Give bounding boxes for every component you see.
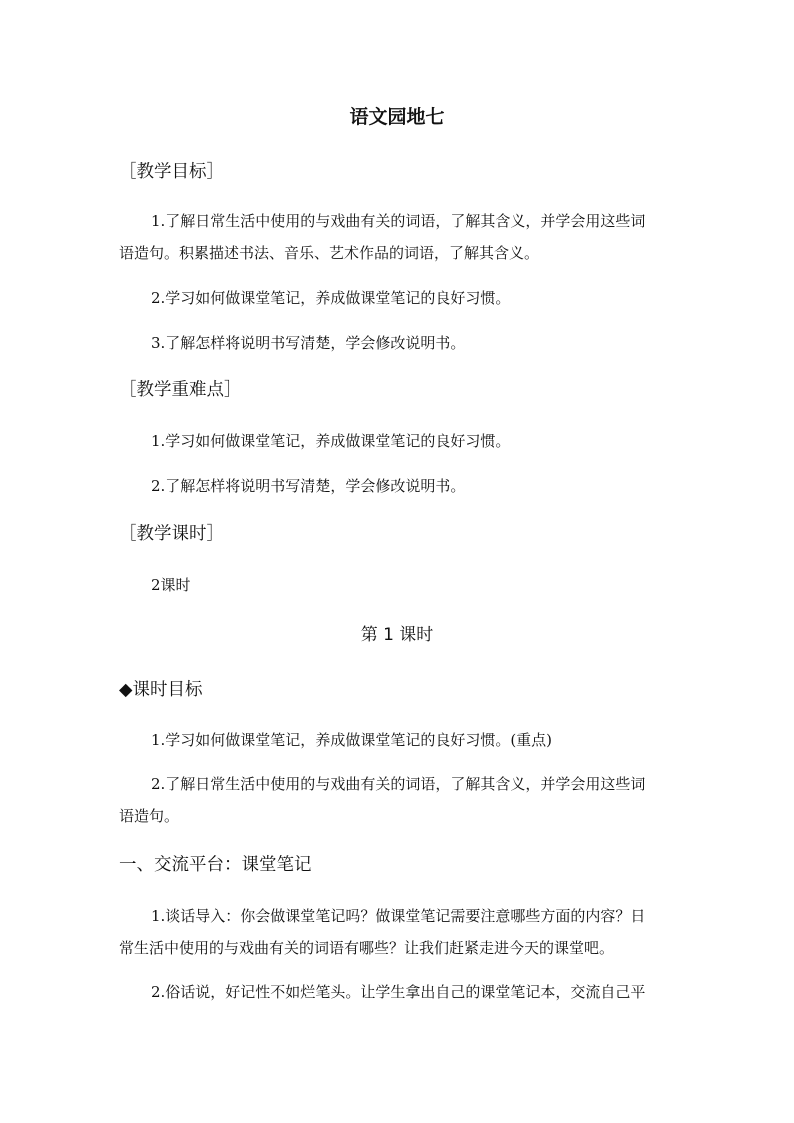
key-points-item-1: 1.学习如何做课堂笔记，养成做课堂笔记的良好习惯。: [151, 432, 511, 450]
goals-item-1-line-2: 语造句。积累描述书法、音乐、艺术作品的词语，了解其含义。: [119, 244, 540, 262]
part1-item-1-line-1: 1.谈话导入：你会做课堂笔记吗？做课堂笔记需要注意哪些方面的内容？日: [151, 907, 646, 925]
lesson1-goal-2-line-2: 语造句。: [119, 807, 180, 825]
key-points-item-2: 2.了解怎样将说明书写清楚，学会修改说明书。: [151, 477, 466, 495]
lesson1-goal-2-line-1: 2.了解日常生活中使用的与戏曲有关的词语，了解其含义，并学会用这些词: [151, 775, 646, 793]
lesson1-goal-1: 1.学习如何做课堂笔记，养成做课堂笔记的良好习惯。(重点): [151, 731, 553, 749]
goals-item-1-line-1: 1.了解日常生活中使用的与戏曲有关的词语，了解其含义，并学会用这些词: [151, 212, 646, 230]
document-title: 语文园地七: [349, 106, 445, 128]
part1-item-2-line-1: 2.俗话说，好记性不如烂笔头。让学生拿出自己的课堂笔记本，交流自己平: [151, 983, 646, 1001]
hours-heading: ［教学课时］: [119, 524, 224, 544]
lesson1-goal-heading: ◆课时目标: [119, 680, 203, 700]
part1-item-1-line-2: 常生活中使用的与戏曲有关的词语有哪些？让我们赶紧走进今天的课堂吧。: [119, 939, 615, 957]
part1-heading: 一、交流平台：课堂笔记: [119, 855, 312, 875]
key-points-heading: ［教学重难点］: [119, 380, 242, 400]
hours-value: 2课时: [151, 576, 191, 594]
goals-heading: ［教学目标］: [119, 162, 224, 182]
lesson1-title: 第 1 课时: [360, 625, 434, 645]
goals-item-2: 2.学习如何做课堂笔记，养成做课堂笔记的良好习惯。: [151, 289, 511, 307]
goals-item-3: 3.了解怎样将说明书写清楚，学会修改说明书。: [151, 334, 466, 352]
